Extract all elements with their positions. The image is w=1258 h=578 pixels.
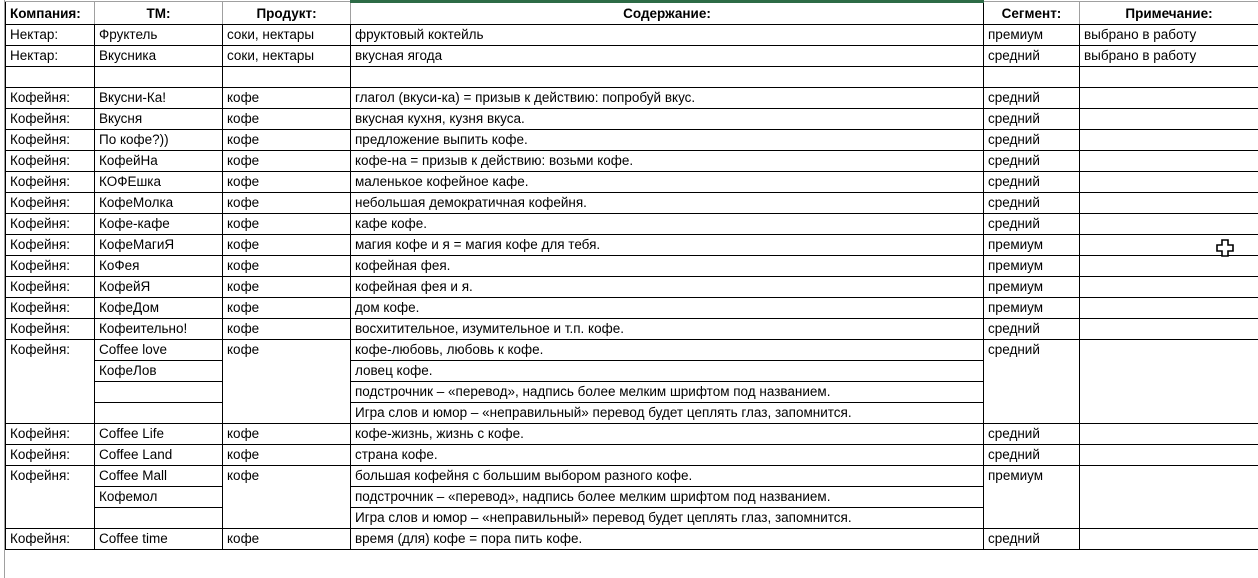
cell-company[interactable]: Кофейня: <box>6 445 95 466</box>
cell-content[interactable]: страна кофе. <box>351 445 984 466</box>
table-row <box>6 88 1258 109</box>
cell-note[interactable] <box>1080 130 1258 151</box>
cell-segment[interactable]: средний <box>984 193 1080 214</box>
cell-tm[interactable] <box>95 382 223 403</box>
cell-product[interactable]: кофе <box>223 235 351 256</box>
cell-tm[interactable]: Вкусника <box>95 46 223 67</box>
cell-note[interactable] <box>1080 214 1258 235</box>
table-row <box>6 445 1258 466</box>
table-row <box>6 130 1258 151</box>
cell-note[interactable] <box>1080 466 1258 529</box>
cell-tm[interactable]: Coffee time <box>95 529 223 550</box>
table-row <box>6 46 1258 67</box>
cell-segment[interactable]: средний <box>984 319 1080 340</box>
cell-tm[interactable]: КофейЯ <box>95 277 223 298</box>
column-header-tm[interactable]: ТМ: <box>95 2 223 25</box>
cell-note[interactable] <box>1080 529 1258 550</box>
cell-segment[interactable]: премиум <box>984 277 1080 298</box>
table-row <box>6 340 1258 361</box>
brand-naming-table <box>5 0 1258 550</box>
cell-company[interactable]: Кофейня: <box>6 88 95 109</box>
cell-product[interactable]: кофе <box>223 277 351 298</box>
cell-tm[interactable]: КофеДом <box>95 298 223 319</box>
cell-segment[interactable]: средний <box>984 529 1080 550</box>
cell-note[interactable]: выбрано в работу <box>1080 25 1258 46</box>
cell-note[interactable] <box>1080 235 1258 256</box>
cell-tm[interactable]: КофеЛов <box>95 361 223 382</box>
cell-content[interactable]: вкусная кухня, кузня вкуса. <box>351 109 984 130</box>
cell-segment[interactable]: средний <box>984 151 1080 172</box>
cell-content[interactable]: ловец кофе. <box>351 361 984 382</box>
cell-content[interactable]: фруктовый коктейль <box>351 25 984 46</box>
cell-tm[interactable]: Coffee Life <box>95 424 223 445</box>
table-row <box>6 424 1258 445</box>
cell-product[interactable]: кофе <box>223 130 351 151</box>
cell-tm[interactable]: Coffee Land <box>95 445 223 466</box>
column-header-product[interactable]: Продукт: <box>223 2 351 25</box>
cell-tm[interactable] <box>95 67 223 88</box>
table-row <box>6 235 1258 256</box>
column-header-segment[interactable]: Сегмент: <box>984 2 1080 25</box>
table-row <box>6 466 1258 487</box>
cell-company[interactable]: Кофейня: <box>6 109 95 130</box>
table-spacer-row <box>6 67 1258 88</box>
cell-product[interactable]: кофе <box>223 109 351 130</box>
cell-segment[interactable]: средний <box>984 130 1080 151</box>
table-row <box>6 109 1258 130</box>
cell-note[interactable] <box>1080 256 1258 277</box>
cell-product[interactable]: кофе <box>223 445 351 466</box>
cell-segment[interactable]: средний <box>984 172 1080 193</box>
cell-product[interactable]: кофе <box>223 319 351 340</box>
cell-content[interactable]: кофейная фея и я. <box>351 277 984 298</box>
cell-content[interactable]: Игра слов и юмор – «неправильный» перевод будет цеплять глаз, запомнится. <box>351 508 984 529</box>
cell-content[interactable]: магия кофе и я = магия кофе для тебя. <box>351 235 984 256</box>
cell-tm[interactable]: Вкусня <box>95 109 223 130</box>
cell-content[interactable]: подстрочник – «перевод», надпись более мелким шрифтом под названием. <box>351 382 984 403</box>
cell-content[interactable]: дом кофе. <box>351 298 984 319</box>
cell-segment[interactable]: средний <box>984 340 1080 424</box>
cell-tm[interactable]: Фруктель <box>95 25 223 46</box>
cell-company[interactable]: Нектар: <box>6 25 95 46</box>
cell-segment[interactable]: средний <box>984 46 1080 67</box>
cell-product[interactable]: кофе <box>223 424 351 445</box>
table-row <box>6 151 1258 172</box>
cell-product[interactable]: кофе <box>223 172 351 193</box>
cell-tm[interactable]: КОФЕшка <box>95 172 223 193</box>
cell-note[interactable] <box>1080 319 1258 340</box>
cell-tm[interactable]: КоФея <box>95 256 223 277</box>
cell-segment[interactable]: средний <box>984 445 1080 466</box>
cell-content[interactable]: подстрочник – «перевод», надпись более мелким шрифтом под названием. <box>351 487 984 508</box>
cell-product[interactable]: кофе <box>223 340 351 424</box>
cell-company[interactable]: Кофейня: <box>6 151 95 172</box>
table-row <box>6 256 1258 277</box>
table-row <box>6 25 1258 46</box>
table-row <box>6 529 1258 550</box>
table-header-row <box>6 2 1258 25</box>
table-row <box>6 319 1258 340</box>
cell-note[interactable] <box>1080 445 1258 466</box>
cell-segment[interactable]: премиум <box>984 256 1080 277</box>
cell-tm[interactable]: Кофемол <box>95 487 223 508</box>
cell-product[interactable]: кофе <box>223 529 351 550</box>
cell-segment[interactable]: средний <box>984 424 1080 445</box>
cell-note[interactable] <box>1080 88 1258 109</box>
cell-product[interactable]: кофе <box>223 193 351 214</box>
cell-note[interactable]: выбрано в работу <box>1080 46 1258 67</box>
cell-company[interactable]: Кофейня: <box>6 319 95 340</box>
cell-content[interactable]: кофе-жизнь, жизнь с кофе. <box>351 424 984 445</box>
cell-note[interactable] <box>1080 298 1258 319</box>
cell-product[interactable]: кофе <box>223 214 351 235</box>
column-header-note[interactable]: Примечание: <box>1080 2 1258 25</box>
table-row <box>6 172 1258 193</box>
cell-tm[interactable]: Coffee love <box>95 340 223 361</box>
cell-note[interactable] <box>1080 151 1258 172</box>
cell-segment[interactable]: премиум <box>984 25 1080 46</box>
cell-note[interactable] <box>1080 193 1258 214</box>
cell-product[interactable]: соки, нектары <box>223 25 351 46</box>
cell-company[interactable]: Кофейня: <box>6 256 95 277</box>
cell-company[interactable]: Кофейня: <box>6 214 95 235</box>
cell-content[interactable]: большая кофейня с большим выбором разного кофе. <box>351 466 984 487</box>
cell-note[interactable] <box>1080 340 1258 424</box>
column-header-content[interactable]: Содержание: <box>351 2 984 25</box>
cell-company[interactable]: Кофейня: <box>6 172 95 193</box>
cell-product[interactable]: кофе <box>223 151 351 172</box>
cell-segment[interactable]: премиум <box>984 235 1080 256</box>
cell-company[interactable]: Кофейня: <box>6 235 95 256</box>
cell-content[interactable]: кофейная фея. <box>351 256 984 277</box>
cell-product[interactable]: кофе <box>223 88 351 109</box>
cell-segment[interactable]: средний <box>984 109 1080 130</box>
cell-company[interactable]: Кофейня: <box>6 277 95 298</box>
cell-company[interactable]: Кофейня: <box>6 466 95 529</box>
cell-tm[interactable]: Вкусни-Ка! <box>95 88 223 109</box>
cell-content[interactable]: маленькое кофейное кафе. <box>351 172 984 193</box>
cell-content[interactable]: кофе-на = призыв к действию: возьми кофе. <box>351 151 984 172</box>
cell-content[interactable]: небольшая демократичная кофейня. <box>351 193 984 214</box>
cell-content[interactable]: глагол (вкуси-ка) = призыв к действию: попробуй вкус. <box>351 88 984 109</box>
cell-content[interactable]: кофе-любовь, любовь к кофе. <box>351 340 984 361</box>
cell-company[interactable]: Кофейня: <box>6 193 95 214</box>
cell-product[interactable]: кофе <box>223 298 351 319</box>
cell-content[interactable] <box>351 67 984 88</box>
cell-segment[interactable]: премиум <box>984 298 1080 319</box>
cell-company[interactable]: Кофейня: <box>6 298 95 319</box>
cell-note[interactable] <box>1080 172 1258 193</box>
cell-tm[interactable] <box>95 508 223 529</box>
cell-tm[interactable]: По кофе?)) <box>95 130 223 151</box>
cell-product[interactable] <box>223 67 351 88</box>
cell-tm[interactable]: Кофеительно! <box>95 319 223 340</box>
cell-company[interactable]: Кофейня: <box>6 340 95 424</box>
cell-note[interactable] <box>1080 277 1258 298</box>
cell-segment[interactable]: средний <box>984 88 1080 109</box>
cell-tm[interactable]: Кофе-кафе <box>95 214 223 235</box>
cell-tm[interactable]: КофеМолка <box>95 193 223 214</box>
cell-note[interactable] <box>1080 424 1258 445</box>
table-row <box>6 193 1258 214</box>
cell-company[interactable]: Кофейня: <box>6 424 95 445</box>
cell-content[interactable]: Игра слов и юмор – «неправильный» перевод будет цеплять глаз, запомнится. <box>351 403 984 424</box>
cell-content[interactable]: предложение выпить кофе. <box>351 130 984 151</box>
table-row <box>6 277 1258 298</box>
cell-tm[interactable]: КофейНа <box>95 151 223 172</box>
cell-product[interactable]: соки, нектары <box>223 46 351 67</box>
cell-company[interactable] <box>6 67 95 88</box>
cell-company[interactable]: Кофейня: <box>6 130 95 151</box>
cell-tm[interactable]: КофеМагиЯ <box>95 235 223 256</box>
table-body <box>6 2 1258 550</box>
cell-content[interactable]: вкусная ягода <box>351 46 984 67</box>
cell-segment[interactable]: средний <box>984 214 1080 235</box>
cell-product[interactable]: кофе <box>223 256 351 277</box>
cell-note[interactable] <box>1080 109 1258 130</box>
cell-product[interactable]: кофе <box>223 466 351 529</box>
cell-note[interactable] <box>1080 67 1258 88</box>
table-row <box>6 298 1258 319</box>
cell-content[interactable]: восхитительное, изумительное и т.п. кофе. <box>351 319 984 340</box>
cell-company[interactable]: Нектар: <box>6 46 95 67</box>
cell-tm[interactable]: Coffee Mall <box>95 466 223 487</box>
cell-tm[interactable] <box>95 403 223 424</box>
table-row <box>6 214 1258 235</box>
cell-content[interactable]: кафе кофе. <box>351 214 984 235</box>
cell-content[interactable]: время (для) кофе = пора пить кофе. <box>351 529 984 550</box>
cell-segment[interactable] <box>984 67 1080 88</box>
cell-segment[interactable]: премиум <box>984 466 1080 529</box>
column-header-company[interactable]: Компания: <box>6 2 95 25</box>
cell-company[interactable]: Кофейня: <box>6 529 95 550</box>
